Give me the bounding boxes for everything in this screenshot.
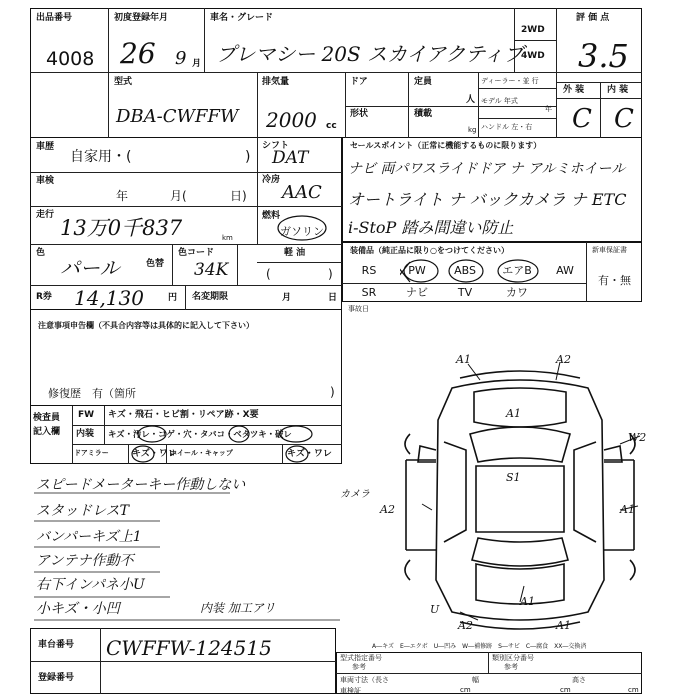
- diesel-paren-open: (: [266, 267, 271, 281]
- int-text: キズ・汚レ・コゲ・穴・タバコ・ベタツキ・破レ: [108, 429, 292, 439]
- equipment-item: ナビ: [406, 286, 428, 299]
- chassis-value: CWFFW-124515: [106, 636, 272, 660]
- name-change-day: 日: [328, 293, 338, 303]
- inspector-label1: 検査員: [33, 413, 61, 423]
- lot-no-label: 出品番号: [36, 13, 73, 23]
- damage-mark: A2: [380, 503, 395, 516]
- fuel-label: 燃料: [262, 211, 281, 221]
- history-label: 車歴: [36, 142, 55, 152]
- sales-label: セールスポイント（正常に機能するものに限ります）: [350, 141, 542, 150]
- repair-close: ): [330, 385, 335, 399]
- remark-line: バンパーキズ上1: [36, 529, 142, 545]
- accident-label: 事故日: [348, 305, 369, 313]
- model-value: DBA-CWFFW: [116, 106, 239, 127]
- person-unit: 人: [466, 95, 476, 105]
- camera-note: カメラ: [340, 489, 370, 500]
- history-value: 自家用・(: [70, 149, 132, 165]
- inspection-month: 月(: [170, 189, 187, 203]
- remark-line: 小キズ・小凹: [36, 601, 120, 617]
- sales-line1: ナビ 両パワスライドドア ナ アルミホイール: [348, 161, 626, 177]
- inspection-day: 日): [230, 189, 247, 203]
- sales-line2: オートライト ナ バックカメラ ナ ETC: [348, 190, 627, 209]
- displacement-label: 排気量: [262, 77, 290, 87]
- warranty-value: 有・無: [598, 274, 631, 287]
- cooling-label: 冷房: [262, 175, 281, 185]
- equipment-item: カワ: [506, 286, 528, 299]
- fw-text: キズ・飛石・ヒビ割・リペア跡・X要: [108, 410, 259, 420]
- damage-mark: U: [430, 603, 440, 616]
- damage-mark: W2: [628, 431, 647, 444]
- cm-unit2: cm: [560, 686, 571, 694]
- equipment-label: 装備品（純正品に限り○をつけてください）: [350, 246, 509, 255]
- dealer-label: ディーラー・並 行: [481, 77, 539, 85]
- color-label: 色: [36, 248, 46, 258]
- exterior-grade: C: [572, 104, 592, 134]
- damage-mark: A1: [520, 595, 535, 608]
- first-reg-year: 26: [120, 37, 156, 70]
- score: 3.5: [578, 37, 629, 75]
- damage-mark: A2: [556, 353, 571, 366]
- recycle-label: R券: [36, 292, 52, 302]
- wheel-label: ホイール・キャップ: [170, 449, 233, 457]
- load-label: 積載: [414, 109, 433, 119]
- mirror-label: ドアミラー: [74, 449, 109, 457]
- damage-mark: A1: [620, 503, 635, 516]
- name-change-label: 名変期限: [192, 292, 229, 302]
- model-year-label: モデル 年式: [481, 97, 518, 105]
- capacity-label: 定員: [414, 77, 433, 87]
- repair-label: 修復歴 有（箇所: [48, 387, 136, 400]
- inspection-label: 車検: [36, 176, 55, 186]
- lot-no: 4008: [46, 48, 95, 70]
- color-change-label: 色替: [146, 259, 165, 269]
- remark-line: アンテナ作動不: [36, 553, 134, 569]
- chassis-type-label: 型式指定番号: [340, 654, 382, 662]
- car-grade-label: 車名・グレード: [210, 13, 274, 23]
- km-unit: km: [222, 234, 233, 242]
- name-change-month: 月: [282, 293, 292, 303]
- damage-mark: A1: [556, 619, 571, 632]
- interior-grade: C: [614, 104, 634, 134]
- chassis-label: 車台番号: [38, 640, 75, 650]
- class-label: 類別区分番号: [492, 654, 534, 662]
- equipment-circles: [400, 258, 550, 304]
- interior-label: 内 装: [607, 85, 629, 95]
- shift-label: シフト: [262, 141, 290, 151]
- equipment-item: TV: [457, 286, 473, 299]
- mileage-label: 走行: [36, 210, 55, 220]
- size-label: 車両寸法（長さ: [340, 676, 389, 684]
- history-close: ): [245, 149, 251, 165]
- damage-mark: A1: [506, 407, 521, 420]
- wd2-label: 2WD: [521, 25, 545, 35]
- height-label: 高さ: [572, 676, 586, 684]
- damage-mark: A2: [458, 619, 473, 632]
- equipment-item: PW: [408, 264, 426, 277]
- score-label: 評 価 点: [576, 13, 610, 23]
- diesel-paren-close: ): [328, 267, 333, 281]
- color-value: パール: [60, 256, 120, 280]
- sales-line3: i-StoP 踏み間違い防止: [348, 218, 514, 237]
- lower-label: 車検証: [340, 687, 361, 695]
- color-code-label: 色コード: [178, 248, 215, 258]
- warranty-label: 新車保証書: [592, 246, 627, 254]
- equipment-item: エアB: [502, 264, 532, 277]
- fuel-value: ガソリン: [280, 225, 324, 238]
- door-label: ドア: [350, 77, 368, 87]
- cm-unit3: cm: [628, 686, 639, 694]
- first-reg-label: 初度登録年月: [114, 13, 169, 23]
- remark-line: 内装 加工アリ: [200, 601, 276, 615]
- equipment-item: ABS: [454, 264, 476, 277]
- remark-line: 右下インパネ小U: [36, 577, 145, 593]
- reg-no-label: 登録番号: [38, 673, 75, 683]
- remarks-underlines: [30, 475, 350, 625]
- int-label: 内装: [76, 429, 95, 439]
- remark-line: スタッドレスT: [36, 503, 129, 519]
- cooling-value: AAC: [282, 182, 322, 203]
- width-label: 幅: [472, 676, 479, 684]
- shift-value: DAT: [272, 148, 309, 168]
- damage-legend: A―キズ E―エクボ U―凹み W―補修跡 S―サビ C―腐食 XX―交換済: [372, 643, 587, 650]
- kg-unit: kg: [468, 126, 477, 134]
- fw-label: FW: [78, 410, 95, 420]
- mirror-text: キズ・ワレ: [132, 449, 177, 459]
- recycle-value: 14,130: [74, 286, 144, 310]
- ref-label1: 参考: [352, 663, 366, 671]
- month-unit: 月: [192, 59, 202, 69]
- cc-unit: cc: [326, 121, 337, 131]
- inspector-circles: [130, 424, 340, 466]
- shape-label: 形状: [350, 109, 369, 119]
- fuel-circle: [272, 210, 328, 242]
- inspector-label2: 記入欄: [33, 427, 61, 437]
- diesel-label: 軽 油: [284, 248, 306, 258]
- equipment-item: RS: [361, 264, 377, 277]
- displacement-value: 2000: [266, 108, 317, 132]
- wheel-text: キズ・ワレ: [287, 449, 332, 459]
- wd4-label: 4WD: [521, 51, 545, 61]
- year-unit: 年: [545, 105, 552, 113]
- mileage-value: 13万0千837: [60, 216, 183, 240]
- color-code: 34K: [194, 260, 229, 280]
- remark-line: スピードメーターキー作動しない: [36, 477, 246, 493]
- yen-unit: 円: [168, 293, 178, 303]
- handle-label: ハンドル 左・右: [481, 123, 533, 131]
- ref-label2: 参考: [504, 663, 518, 671]
- cm-unit1: cm: [460, 686, 471, 694]
- damage-mark: S1: [506, 471, 521, 484]
- equipment-item: AW: [556, 264, 574, 277]
- first-reg-month: 9: [175, 48, 187, 69]
- inspection-year: 年: [116, 189, 129, 203]
- model-label: 型式: [114, 77, 133, 87]
- exterior-label: 外 装: [563, 85, 585, 95]
- damage-mark: A1: [456, 353, 471, 366]
- equipment-item: SR: [361, 286, 377, 299]
- car-name: プレマシー 20S スカイアクティブ: [216, 42, 524, 66]
- caution-label: 注意事項申告欄（不具合内容等は具体的に記入して下さい）: [38, 321, 254, 330]
